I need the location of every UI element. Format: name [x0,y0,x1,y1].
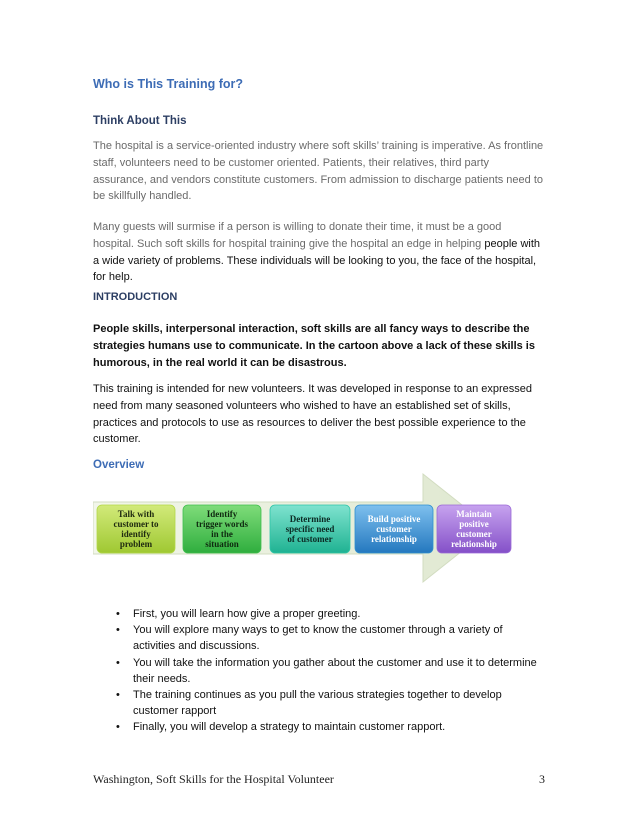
paragraph-guests-part-2: people with a wide variety of problems. These individuals will be looking to you, the face of the hospital, for help. [93,237,541,284]
process-flow-diagram [93,472,533,584]
list-item: • You will explore many ways to get to know the customer through a variety of activities and discussions. [93,622,545,654]
flow-step-label: trigger words [195,519,249,529]
flow-step-label: identify [121,529,151,539]
flow-step-label: specific need [285,524,335,534]
section-title: Who is This Training for? [93,77,243,91]
flow-step-4 [355,505,433,553]
flow-step-label: Identify [206,509,238,519]
bullet-list [93,606,545,736]
list-item: • First, you will learn how give a proper greeting. [93,606,545,622]
overview-heading: Overview [93,459,145,471]
list-item: • The training continues as you pull the various strategies together to develop customer rapport [93,687,545,719]
flow-step-label: problem [119,539,153,549]
flow-step-label: customer to [113,519,159,529]
flow-step-5 [437,505,511,553]
page-number: 3 [539,772,545,786]
introduction-paragraph: This training is intended for new volunteers. It was developed in response to an expressed need from many seasoned volunteers who wished to have an established set of skills, practices and protocols to use as resources to deliver the best possible experience to the customer. [93,383,533,446]
footer-title: Washington, Soft Skills for the Hospital Volunteer [93,772,334,786]
paragraph-guests [93,219,545,286]
flow-step-label: of customer [287,534,333,544]
introduction-heading: INTRODUCTION [93,291,178,303]
flow-step-1 [97,505,175,553]
flow-step-label: customer [376,524,412,534]
flow-step-label: customer [456,529,492,539]
think-about-this-heading: Think About This [93,115,187,127]
flow-step-label: Maintain [456,509,492,519]
paragraph-guests-part-1: Many guests will surmise if a person is willing to donate their time, it must be a good hospital. Such soft skills for hospital training give the hospital an edge in helping [93,221,502,250]
list-item: • You will take the information you gather about the customer and use it to determine their needs. [93,655,545,687]
flow-step-label: relationship [451,539,497,549]
list-item: • Finally, you will develop a strategy to maintain customer rapport. [93,719,545,735]
flow-step-label: situation [205,539,239,549]
flow-step-2 [183,505,261,553]
flow-step-label: Build positive [367,514,421,524]
flow-step-label: Talk with [117,509,155,519]
flow-step-label: positive [459,519,489,529]
paragraph-hospital-service: The hospital is a service-oriented industry where soft skills’ training is imperative. As frontline staff, volunteers need to be customer oriented. Patients, their relatives, third party assurance, and vendors constitute customers. From admission to discharge patients need to be skillfully handled. [93,140,544,203]
page-footer [93,772,545,787]
flow-step-label: in the [211,529,233,539]
introduction-bold-paragraph: People skills, interpersonal interaction, soft skills are all fancy ways to describe the strategies humans use to communicate. In the cartoon above a lack of these skills is humorous, in the real world it can be disastrous. [93,323,535,369]
flow-step-label: Determine [289,514,331,524]
flow-step-label: relationship [371,534,417,544]
flow-step-3 [270,505,350,553]
